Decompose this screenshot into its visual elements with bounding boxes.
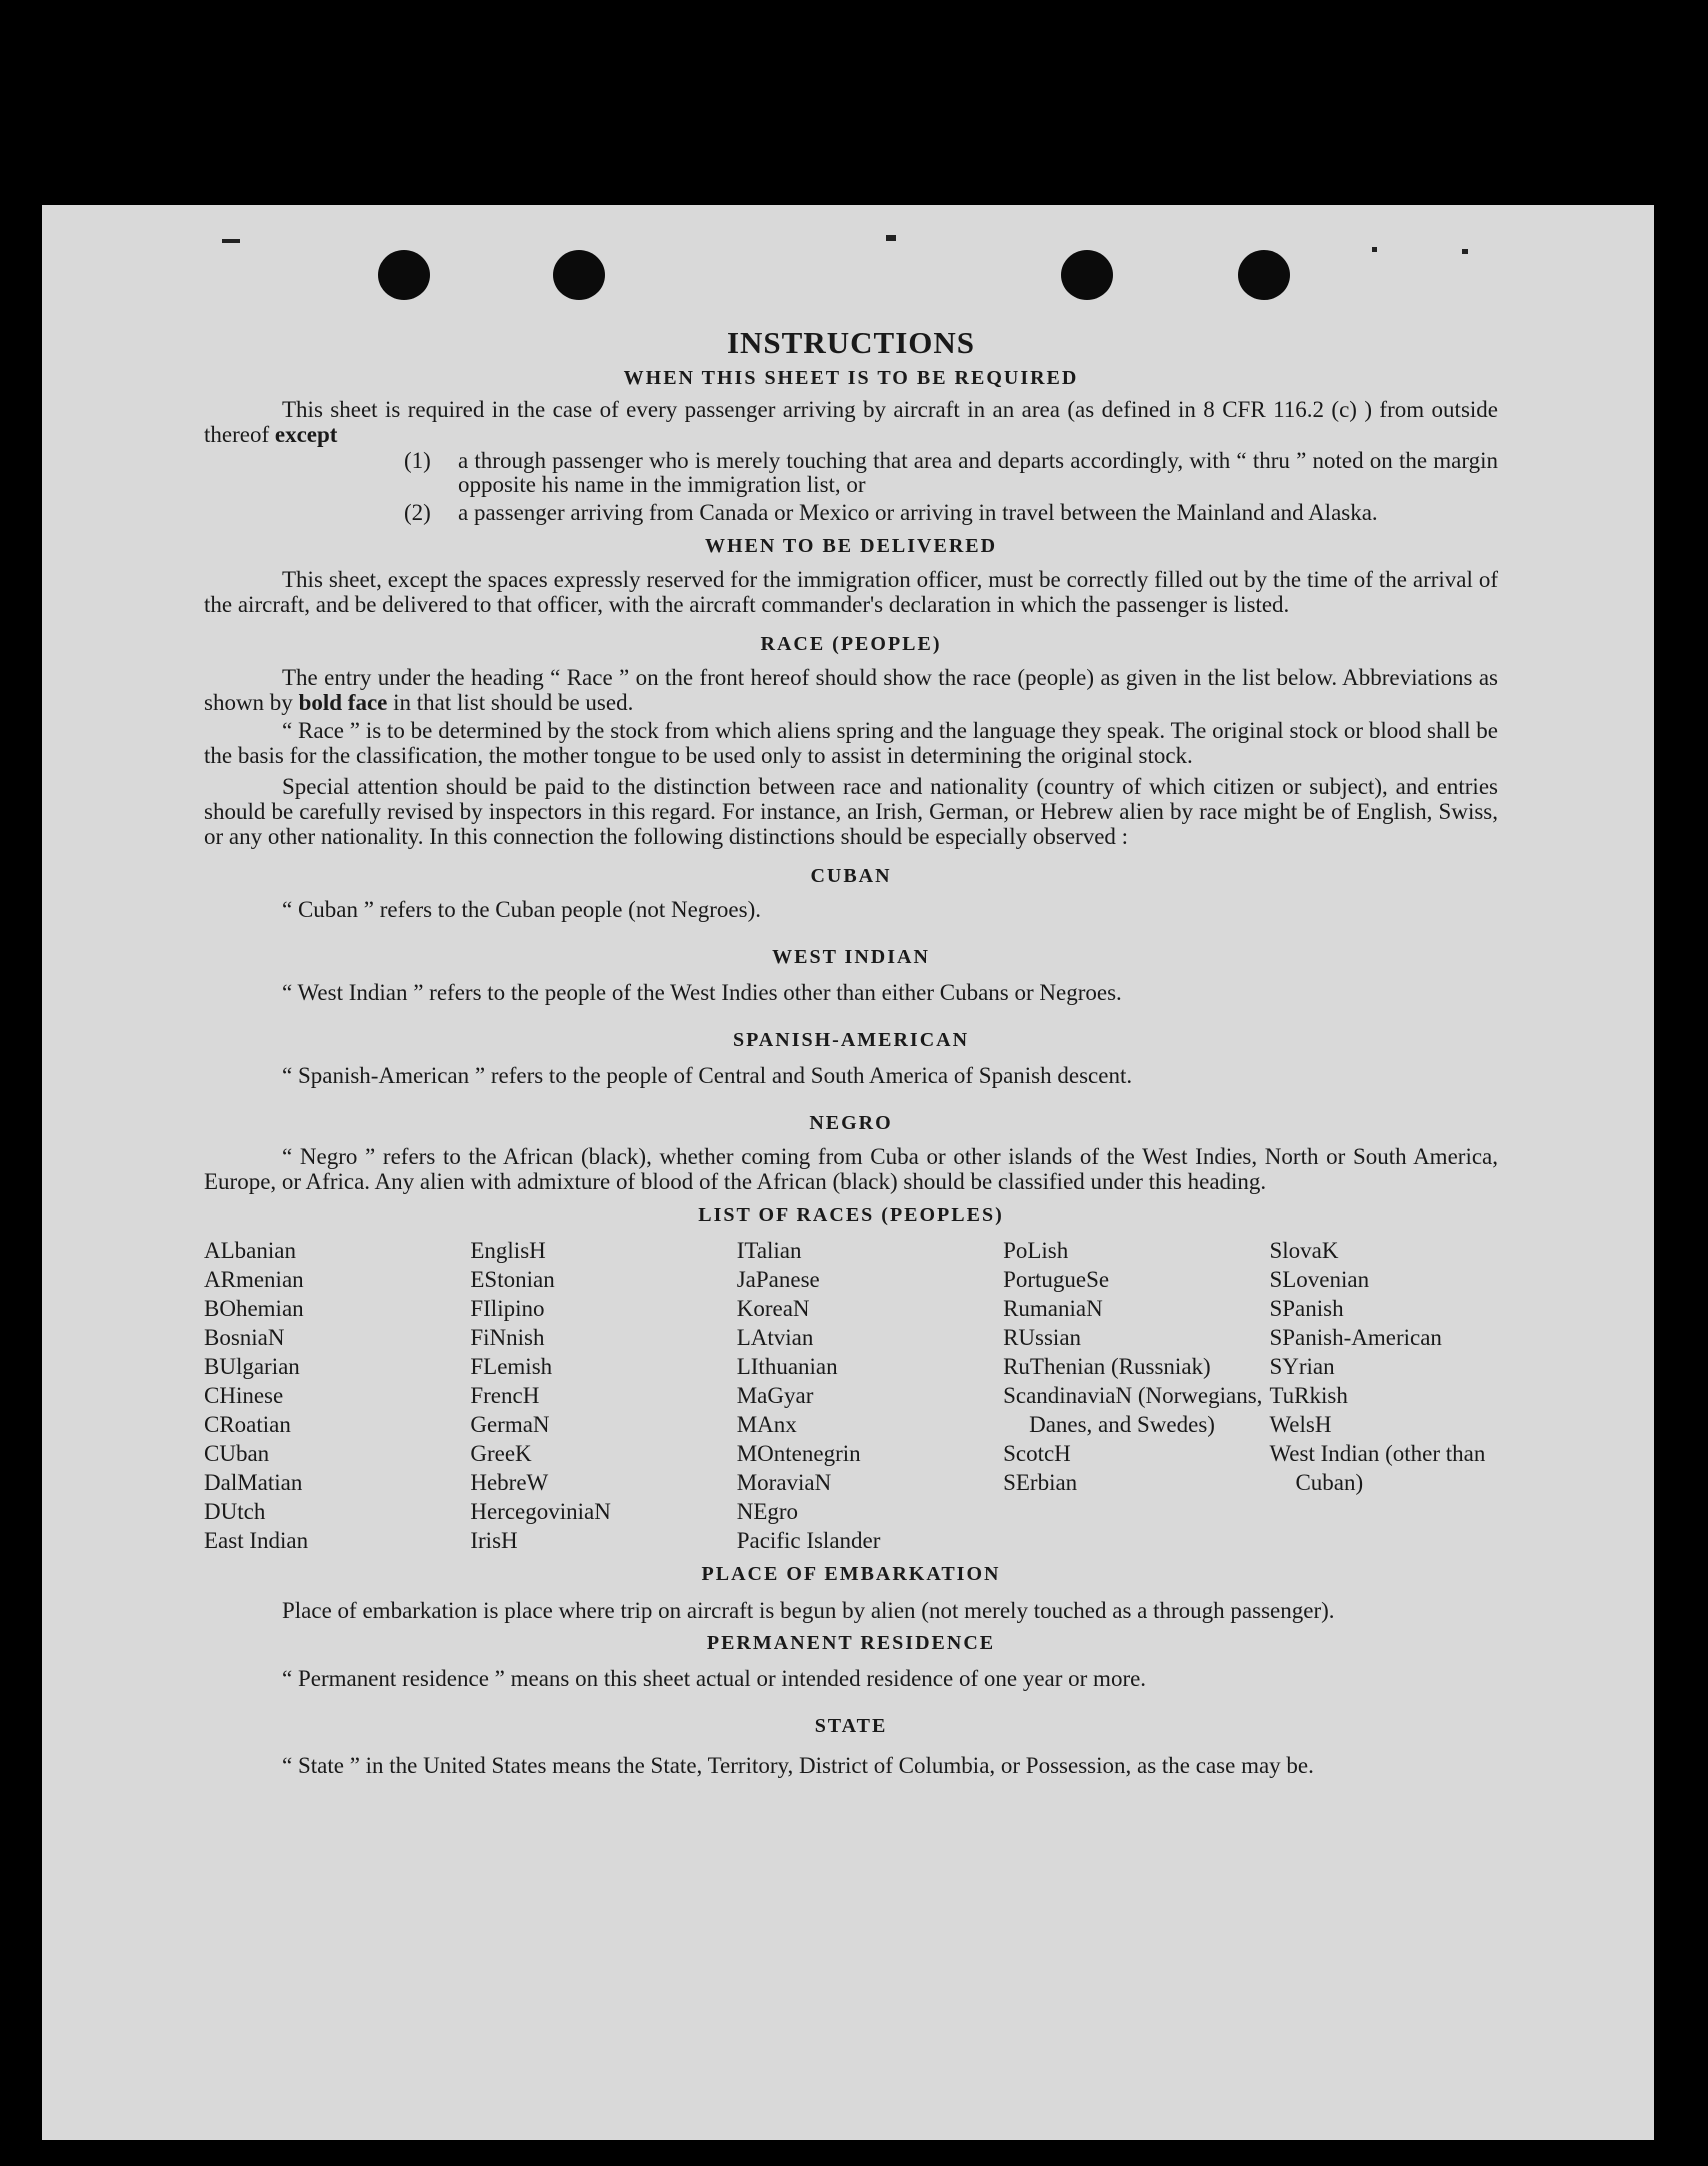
race-paragraph-3: Special attention should be paid to the distinction between race and nationality (country of which citizen or subject), and entries should be carefully revised by inspectors in this regard. For instance, an Irish, German, or Hebrew alien by race might be of English, Swiss, or any other nationality. In this connection the following distinctions should be especially observed : — [204, 774, 1498, 849]
punch-hole — [1061, 250, 1113, 300]
cuban-text: “ Cuban ” refers to the Cuban people (not Negroes). — [282, 897, 762, 922]
race-item: GermaN — [470, 1412, 550, 1437]
race-column — [470, 1236, 736, 1555]
race-item: RUssian — [1003, 1325, 1082, 1350]
document-sheet — [42, 205, 1654, 2140]
race-paragraph-1: The entry under the heading “ Race ” on the front hereof should show the race (people) as given in the list below. Abbreviations as shown by bold face in that list should be used. — [204, 665, 1498, 715]
race-item: ARmenian — [204, 1267, 304, 1292]
heading-race-list: LIST OF RACES (PEOPLES) — [698, 1204, 1004, 1226]
delivered-text: This sheet, except the spaces expressly reserved for the immigration officer, must be correctly filled out by the time of the arrival of the aircraft, and be delivered to that officer, with the aircraft commander's declaration in which the passenger is listed. — [204, 567, 1498, 617]
race-item: ALbanian — [204, 1238, 296, 1263]
required-item-1: (1) a through passenger who is merely touching that area and departs accordingly, with “ thru ” noted on the margin opposite his name in the immigration list, or — [404, 448, 1498, 497]
race-item: LIthuanian — [736, 1354, 838, 1379]
heading-delivered: WHEN TO BE DELIVERED — [704, 535, 998, 557]
race-item: NEgro — [736, 1499, 799, 1524]
race-column — [1003, 1236, 1269, 1555]
race-item: FLemish — [470, 1354, 553, 1379]
race-item: ITalian — [736, 1238, 802, 1263]
speck — [1372, 247, 1377, 252]
race-item: CRoatian — [204, 1412, 291, 1437]
race-item: LAtvian — [736, 1325, 814, 1350]
heading-required: WHEN THIS SHEET IS TO BE REQUIRED — [623, 367, 1079, 389]
heading-race: RACE (PEOPLE) — [760, 633, 942, 655]
race-item: WelsH — [1269, 1412, 1332, 1437]
speck — [222, 239, 240, 243]
west-indian-text: “ West Indian ” refers to the people of the West Indies other than either Cubans or Negroes. — [282, 980, 1122, 1005]
heading-cuban: CUBAN — [810, 865, 892, 887]
race-item: PoLish — [1003, 1238, 1069, 1263]
race-item: FiNnish — [470, 1325, 545, 1350]
heading-state: STATE — [814, 1715, 888, 1737]
race-item: RumaniaN — [1003, 1296, 1103, 1321]
race-item: SYrian — [1269, 1354, 1335, 1379]
required-intro: This sheet is required in the case of every passenger arriving by aircraft in an area (as defined in 8 CFR 116.2 (c) ) from outside thereof except — [204, 397, 1498, 447]
race-item: East Indian — [204, 1528, 309, 1553]
race-column — [204, 1236, 470, 1555]
race-item: GreeK — [470, 1441, 532, 1466]
race-item: ScotcH — [1003, 1441, 1071, 1466]
race-list — [204, 1236, 1498, 1555]
instructions-content — [204, 325, 1498, 1782]
race-item: IrisH — [470, 1528, 518, 1553]
race-item: PortugueSe — [1003, 1267, 1110, 1292]
race-item: West Indian (other than Cuban) — [1269, 1441, 1486, 1495]
race-item: EStonian — [470, 1267, 555, 1292]
race-column — [1269, 1236, 1498, 1555]
state-text: “ State ” in the United States means the State, Territory, District of Columbia, or Possession, as the case may be. — [282, 1753, 1314, 1778]
race-item: SlovaK — [1269, 1238, 1339, 1263]
race-item: JaPanese — [736, 1267, 820, 1292]
race-item: SPanish-American — [1269, 1325, 1442, 1350]
race-item: KoreaN — [736, 1296, 810, 1321]
race-item: MaGyar — [736, 1383, 814, 1408]
race-item: DUtch — [204, 1499, 266, 1524]
race-item: HebreW — [470, 1470, 549, 1495]
race-item: SPanish — [1269, 1296, 1344, 1321]
race-item: MoraviaN — [736, 1470, 832, 1495]
race-item: DalMatian — [204, 1470, 303, 1495]
negro-text: “ Negro ” refers to the African (black), whether coming from Cuba or other islands of the West Indies, North or South America, Europe, or Africa. Any alien with admixture of blood of the African (black) should be classified under this heading. — [204, 1144, 1498, 1194]
race-item: RuThenian (Russniak) — [1003, 1354, 1211, 1379]
race-item: FrencH — [470, 1383, 540, 1408]
race-item: ScandinaviaN (Norwegians, Danes, and Swedes) — [1003, 1383, 1263, 1437]
speck — [1462, 249, 1468, 254]
required-item-2: (2) a passenger arriving from Canada or Mexico or arriving in travel between the Mainland and Alaska. — [404, 500, 1378, 525]
race-item: BUlgarian — [204, 1354, 300, 1379]
race-item: Pacific Islander — [736, 1528, 881, 1553]
race-item: CUban — [204, 1441, 270, 1466]
heading-west-indian: WEST INDIAN — [772, 946, 930, 968]
heading-spanish-american: SPANISH-AMERICAN — [732, 1029, 970, 1051]
race-item: CHinese — [204, 1383, 284, 1408]
race-item: SLovenian — [1269, 1267, 1370, 1292]
punch-hole — [378, 250, 430, 300]
embarkation-text: Place of embarkation is place where trip on aircraft is begun by alien (not merely touched as a through passenger). — [282, 1598, 1335, 1623]
race-item: MOntenegrin — [736, 1441, 861, 1466]
heading-embarkation: PLACE OF EMBARKATION — [701, 1563, 1001, 1585]
page-title: INSTRUCTIONS — [726, 325, 975, 360]
race-item: BOhemian — [204, 1296, 304, 1321]
race-item: BosniaN — [204, 1325, 285, 1350]
speck — [886, 235, 896, 241]
race-item: FIlipino — [470, 1296, 545, 1321]
race-item: TuRkish — [1269, 1383, 1348, 1408]
race-item: EnglisH — [470, 1238, 546, 1263]
race-item: HercegoviniaN — [470, 1499, 611, 1524]
heading-negro: NEGRO — [809, 1112, 893, 1134]
race-item: SErbian — [1003, 1470, 1078, 1495]
race-paragraph-2: “ Race ” is to be determined by the stock from which aliens spring and the language they speak. The original stock or blood shall be the basis for the classification, the mother tongue to be used only to assist in determining the original stock. — [204, 718, 1498, 768]
punch-hole — [1238, 250, 1290, 300]
punch-hole — [553, 250, 605, 300]
heading-residence: PERMANENT RESIDENCE — [706, 1632, 996, 1654]
race-item: MAnx — [736, 1412, 797, 1437]
race-column — [737, 1236, 1003, 1555]
spanish-american-text: “ Spanish-American ” refers to the people of Central and South America of Spanish descent. — [282, 1063, 1133, 1088]
residence-text: “ Permanent residence ” means on this sheet actual or intended residence of one year or more. — [282, 1666, 1147, 1691]
